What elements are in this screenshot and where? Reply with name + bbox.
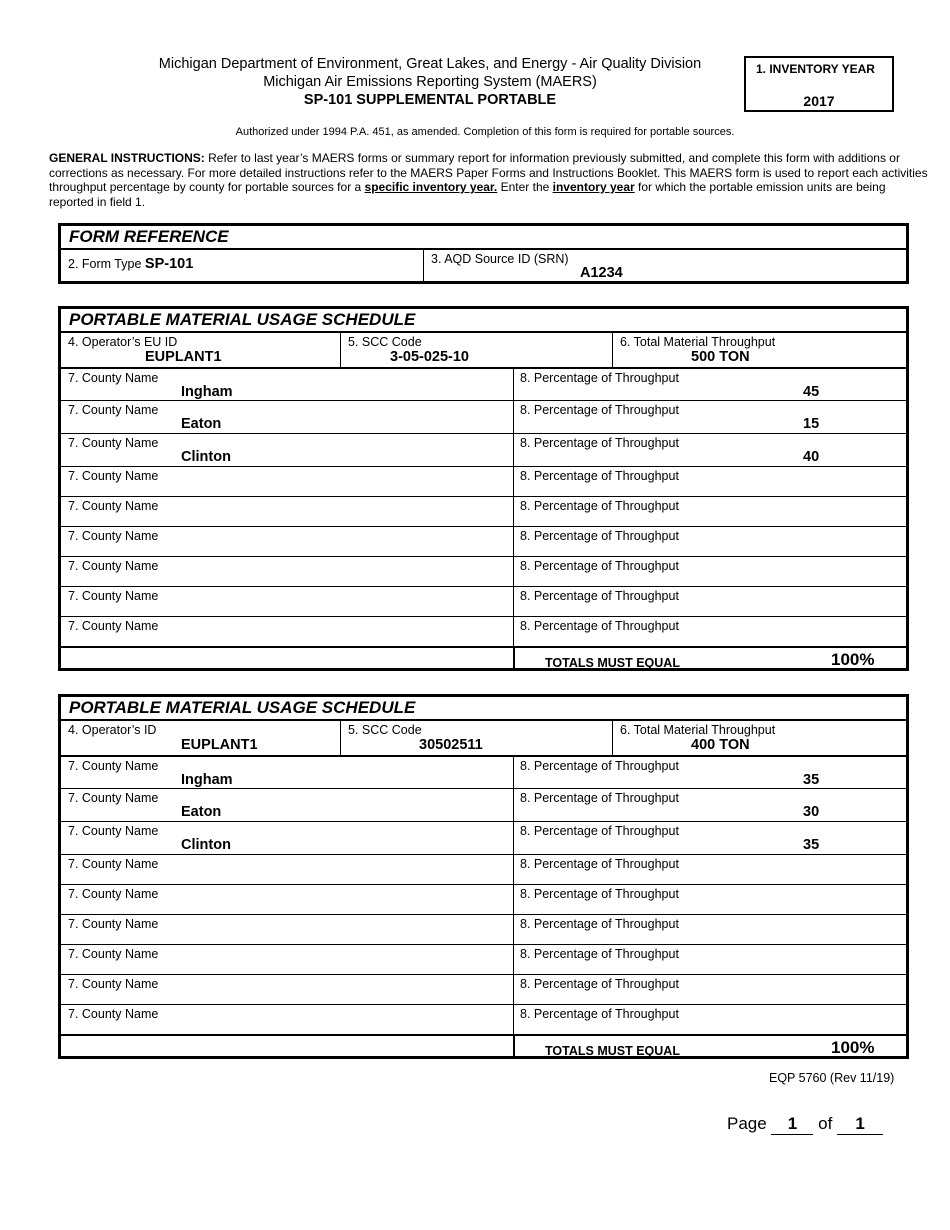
percentage-label: 8. Percentage of Throughput	[520, 947, 679, 961]
county-name-value[interactable]: Clinton	[181, 837, 231, 853]
county-name-label: 7. County Name	[68, 857, 159, 871]
total-throughput-value[interactable]: 400 TON	[691, 737, 750, 753]
county-row	[61, 974, 906, 1005]
operator-id-label: 4. Operator’s ID	[68, 723, 157, 737]
county-row	[61, 755, 906, 790]
county-name-label: 7. County Name	[68, 759, 159, 773]
percentage-label: 8. Percentage of Throughput	[520, 436, 679, 450]
scc-code-label: 5. SCC Code	[348, 723, 422, 737]
percentage-label: 8. Percentage of Throughput	[520, 857, 679, 871]
county-name-value[interactable]: Eaton	[181, 416, 222, 432]
county-name-value[interactable]: Ingham	[181, 772, 233, 788]
county-row	[61, 854, 906, 885]
county-row	[61, 914, 906, 945]
scc-code-value[interactable]: 30502511	[419, 737, 483, 753]
total-throughput-value[interactable]: 500 TON	[691, 349, 750, 365]
srn-cell	[424, 250, 906, 281]
county-row	[61, 433, 906, 467]
county-row	[61, 944, 906, 975]
county-name-label: 7. County Name	[68, 499, 159, 513]
percentage-value[interactable]: 35	[803, 837, 820, 853]
operator-id-cell	[61, 721, 341, 755]
authorization-note: Authorized under 1994 P.A. 451, as amended. Completion of this form is required for portable sources.	[235, 126, 735, 138]
form-reference-title: FORM REFERENCE	[61, 226, 906, 250]
county-row	[61, 616, 906, 647]
page-label: Page	[727, 1114, 767, 1133]
percentage-label: 8. Percentage of Throughput	[520, 529, 679, 543]
percentage-value[interactable]: 45	[803, 384, 820, 400]
page-number[interactable]: 1	[771, 1114, 813, 1135]
page-indicator	[727, 1114, 883, 1135]
of-label: of	[818, 1114, 833, 1133]
county-name-value[interactable]: Clinton	[181, 449, 231, 465]
percentage-label: 8. Percentage of Throughput	[520, 887, 679, 901]
county-name-label: 7. County Name	[68, 917, 159, 931]
form-reference-section	[58, 223, 909, 284]
county-row	[61, 496, 906, 527]
county-row	[61, 367, 906, 402]
form-id: EQP 5760 (Rev 11/19)	[769, 1071, 895, 1085]
srn-label: 3. AQD Source ID (SRN)	[431, 252, 569, 266]
county-row	[61, 788, 906, 822]
form-title: SP-101 SUPPLEMENTAL PORTABLE	[303, 92, 557, 108]
county-name-label: 7. County Name	[68, 791, 159, 805]
inventory-year-box	[744, 56, 894, 112]
totals-label: TOTALS MUST EQUAL	[545, 656, 680, 670]
percentage-label: 8. Percentage of Throughput	[520, 589, 679, 603]
operator-id-value[interactable]: EUPLANT1	[181, 737, 258, 753]
total-throughput-label: 6. Total Material Throughput	[620, 723, 776, 737]
percentage-label: 8. Percentage of Throughput	[520, 499, 679, 513]
county-name-label: 7. County Name	[68, 589, 159, 603]
operator-id-label: 4. Operator’s EU ID	[68, 335, 178, 349]
form-type-cell	[61, 250, 424, 281]
scc-code-label: 5. SCC Code	[348, 335, 422, 349]
county-row	[61, 556, 906, 587]
page-total[interactable]: 1	[837, 1114, 883, 1135]
county-row	[61, 586, 906, 617]
percentage-label: 8. Percentage of Throughput	[520, 977, 679, 991]
scc-code-value[interactable]: 3-05-025-10	[390, 349, 469, 365]
county-name-value[interactable]: Ingham	[181, 384, 233, 400]
county-name-label: 7. County Name	[68, 436, 159, 450]
totals-row	[61, 646, 906, 670]
srn-value[interactable]: A1234	[580, 265, 623, 281]
scc-code-cell	[341, 721, 613, 755]
percentage-label: 8. Percentage of Throughput	[520, 791, 679, 805]
percentage-label: 8. Percentage of Throughput	[520, 371, 679, 385]
operator-id-cell	[61, 333, 341, 367]
percentage-value[interactable]: 40	[803, 449, 820, 465]
percentage-label: 8. Percentage of Throughput	[520, 403, 679, 417]
county-row	[61, 526, 906, 557]
county-row	[61, 1004, 906, 1035]
percentage-label: 8. Percentage of Throughput	[520, 1007, 679, 1021]
percentage-label: 8. Percentage of Throughput	[520, 824, 679, 838]
percentage-label: 8. Percentage of Throughput	[520, 559, 679, 573]
totals-label: TOTALS MUST EQUAL	[545, 1044, 680, 1058]
operator-id-value[interactable]: EUPLANT1	[145, 349, 222, 365]
schedule-title: PORTABLE MATERIAL USAGE SCHEDULE	[61, 697, 906, 721]
county-name-label: 7. County Name	[68, 947, 159, 961]
schedule-title: PORTABLE MATERIAL USAGE SCHEDULE	[61, 309, 906, 333]
inventory-year-value[interactable]: 2017	[803, 93, 835, 109]
total-throughput-cell	[613, 333, 906, 367]
agency-name: Michigan Department of Environment, Great Lakes, and Energy - Air Quality Division	[158, 56, 702, 72]
county-name-label: 7. County Name	[68, 619, 159, 633]
county-name-label: 7. County Name	[68, 824, 159, 838]
form-type-label: 2. Form Type	[68, 257, 142, 271]
county-name-label: 7. County Name	[68, 469, 159, 483]
county-name-label: 7. County Name	[68, 529, 159, 543]
county-row	[61, 466, 906, 497]
percentage-label: 8. Percentage of Throughput	[520, 917, 679, 931]
percentage-label: 8. Percentage of Throughput	[520, 619, 679, 633]
totals-value: 100%	[831, 650, 875, 669]
percentage-value[interactable]: 15	[803, 416, 820, 432]
form-type-value[interactable]: SP-101	[144, 256, 194, 272]
totals-row	[61, 1034, 906, 1058]
system-name: Michigan Air Emissions Reporting System (MAERS)	[263, 74, 597, 90]
percentage-value[interactable]: 30	[803, 804, 820, 820]
material-usage-schedule-1	[58, 306, 909, 671]
form-header	[130, 55, 730, 109]
material-usage-schedule-2	[58, 694, 909, 1059]
county-row	[61, 400, 906, 434]
county-name-label: 7. County Name	[68, 559, 159, 573]
county-name-label: 7. County Name	[68, 371, 159, 385]
county-row	[61, 821, 906, 855]
county-name-label: 7. County Name	[68, 887, 159, 901]
percentage-label: 8. Percentage of Throughput	[520, 469, 679, 483]
general-instructions: GENERAL INSTRUCTIONS: Refer to last year’s MAERS forms or summary report for information previously submitted, and complete this form with additions or corrections as necessary. For more detailed instructions refer to the MAERS Paper Forms and Instructions Booklet. This MAERS form is used to report each activities throughput percentage by county for portable sources for a specific inventory year. Enter the inventory year for which the portable emission units are being reported in field 1.	[49, 151, 928, 209]
county-name-label: 7. County Name	[68, 1007, 159, 1021]
percentage-label: 8. Percentage of Throughput	[520, 759, 679, 773]
totals-value: 100%	[831, 1038, 875, 1057]
county-row	[61, 884, 906, 915]
county-name-value[interactable]: Eaton	[181, 804, 222, 820]
percentage-value[interactable]: 35	[803, 772, 820, 788]
total-throughput-label: 6. Total Material Throughput	[620, 335, 776, 349]
total-throughput-cell	[613, 721, 906, 755]
instructions-lead: GENERAL INSTRUCTIONS:	[49, 151, 205, 165]
scc-code-cell	[341, 333, 613, 367]
county-name-label: 7. County Name	[68, 977, 159, 991]
inventory-year-label: 1. INVENTORY YEAR	[756, 62, 875, 76]
county-name-label: 7. County Name	[68, 403, 159, 417]
